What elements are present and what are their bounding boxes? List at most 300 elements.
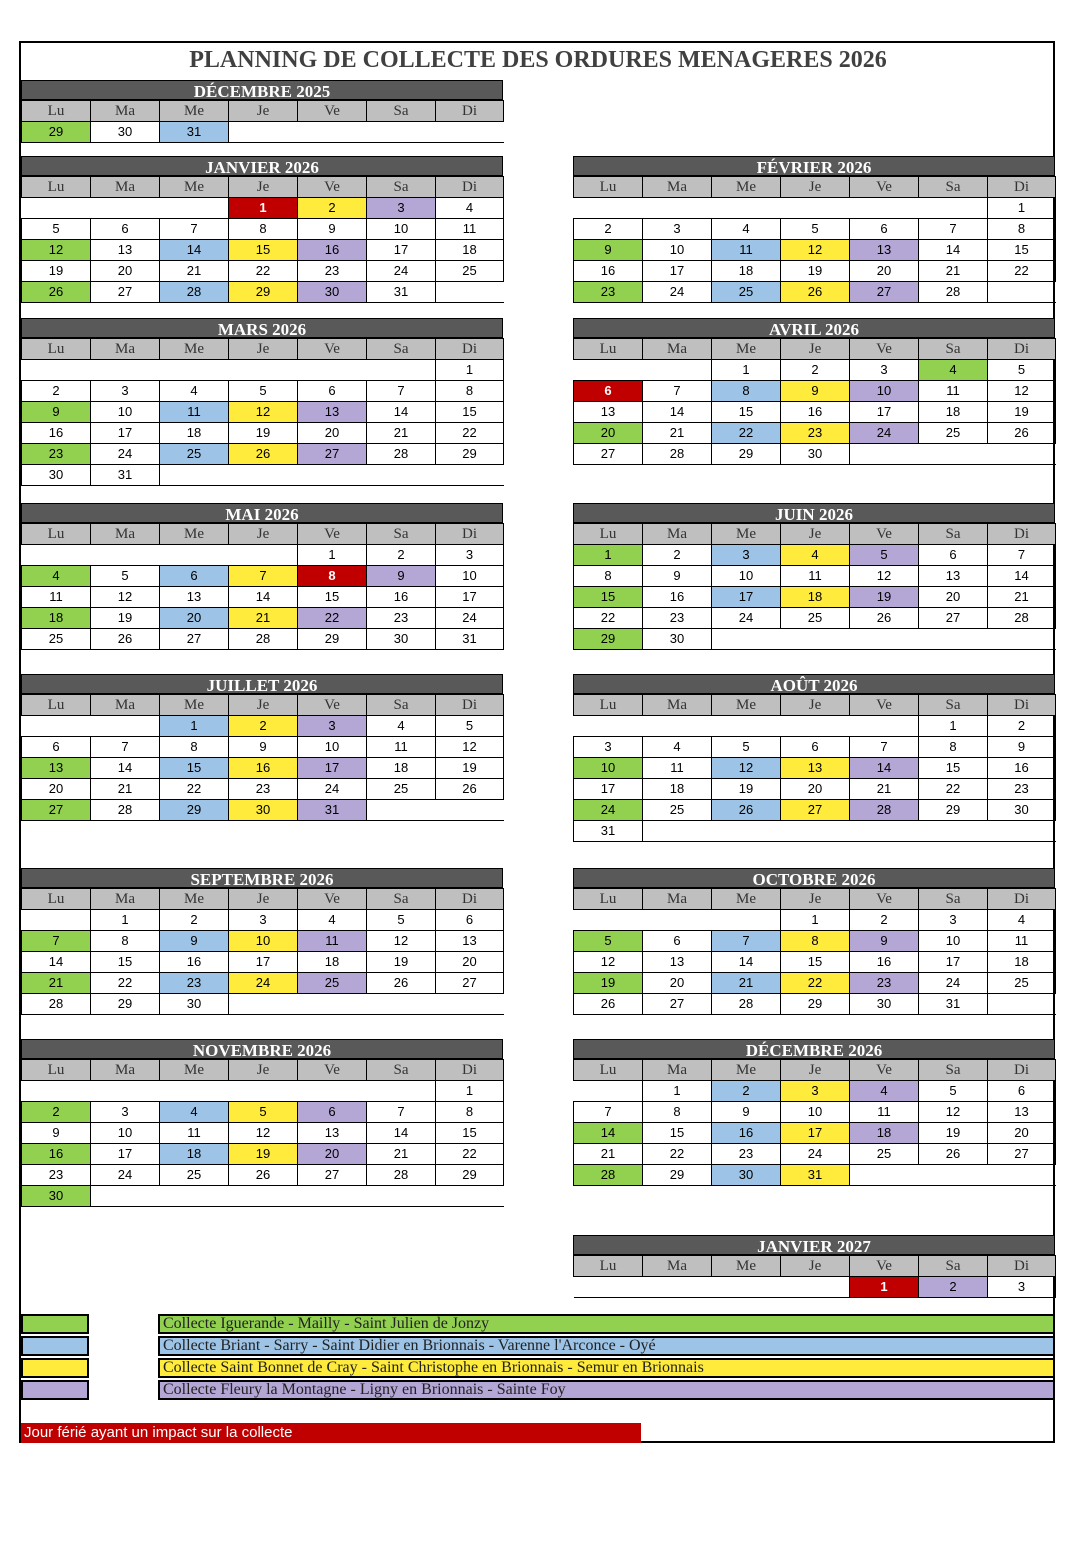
day-cell: 16 <box>367 587 436 608</box>
day-cell: 22 <box>988 261 1056 282</box>
empty-cell <box>781 629 850 650</box>
day-cell: 13 <box>919 566 988 587</box>
day-cell: 13 <box>22 758 91 779</box>
day-cell: 25 <box>988 973 1056 994</box>
day-cell: 8 <box>91 931 160 952</box>
day-cell: 21 <box>643 423 712 444</box>
day-cell: 12 <box>436 737 504 758</box>
day-cell: 19 <box>712 779 781 800</box>
day-cell: 19 <box>988 402 1056 423</box>
day-header: Di <box>436 101 504 122</box>
week-row <box>574 198 1056 219</box>
empty-cell <box>91 1186 160 1207</box>
day-cell: 31 <box>919 994 988 1015</box>
legend-label: Collecte Fleury la Montagne - Ligny en Brionnais - Sainte Foy <box>158 1380 1055 1400</box>
empty-cell <box>298 122 367 143</box>
day-cell: 25 <box>160 444 229 465</box>
empty-cell <box>574 1081 643 1102</box>
day-cell: 12 <box>850 566 919 587</box>
day-cell: 17 <box>643 261 712 282</box>
empty-cell <box>643 360 712 381</box>
empty-cell <box>229 122 298 143</box>
day-cell: 15 <box>160 758 229 779</box>
day-header: Ma <box>643 889 712 910</box>
day-cell: 31 <box>298 800 367 821</box>
day-cell: 15 <box>712 402 781 423</box>
day-header: Ve <box>850 889 919 910</box>
day-cell: 20 <box>436 952 504 973</box>
day-header: Ma <box>643 1060 712 1081</box>
month-grid <box>573 176 1056 303</box>
day-header: Me <box>160 1060 229 1081</box>
day-cell: 24 <box>712 608 781 629</box>
day-cell: 23 <box>22 444 91 465</box>
day-header: Ve <box>850 524 919 545</box>
day-cell: 28 <box>850 800 919 821</box>
week-row <box>574 737 1056 758</box>
day-header: Me <box>160 101 229 122</box>
day-cell: 28 <box>574 1165 643 1186</box>
month-title: FÉVRIER 2026 <box>573 156 1055 176</box>
day-header: Lu <box>574 1060 643 1081</box>
day-header: Sa <box>919 889 988 910</box>
week-row <box>22 122 504 143</box>
empty-cell <box>919 1165 988 1186</box>
empty-cell <box>574 910 643 931</box>
day-cell: 13 <box>298 402 367 423</box>
day-cell: 3 <box>712 545 781 566</box>
day-cell: 25 <box>436 261 504 282</box>
empty-cell <box>574 360 643 381</box>
day-cell: 22 <box>919 779 988 800</box>
day-cell: 25 <box>298 973 367 994</box>
day-header: Ve <box>298 339 367 360</box>
month-title: MARS 2026 <box>21 318 503 338</box>
week-row <box>574 910 1056 931</box>
day-cell: 29 <box>781 994 850 1015</box>
day-cell: 4 <box>781 545 850 566</box>
day-cell: 4 <box>712 219 781 240</box>
day-cell: 1 <box>850 1277 919 1298</box>
day-header: Di <box>988 1060 1056 1081</box>
day-header: Lu <box>574 339 643 360</box>
week-row <box>574 1144 1056 1165</box>
day-cell: 28 <box>229 629 298 650</box>
day-cell: 22 <box>712 423 781 444</box>
day-cell: 30 <box>160 994 229 1015</box>
day-cell: 24 <box>91 444 160 465</box>
day-cell: 1 <box>574 545 643 566</box>
day-cell: 4 <box>919 360 988 381</box>
day-cell: 20 <box>91 261 160 282</box>
week-row <box>574 587 1056 608</box>
day-cell: 16 <box>781 402 850 423</box>
day-cell: 31 <box>436 629 504 650</box>
empty-cell <box>643 716 712 737</box>
day-cell: 30 <box>229 800 298 821</box>
empty-cell <box>160 198 229 219</box>
day-cell: 2 <box>988 716 1056 737</box>
month-block <box>573 1235 1056 1298</box>
week-row <box>22 994 504 1015</box>
empty-cell <box>781 1277 850 1298</box>
day-cell: 24 <box>298 779 367 800</box>
day-header: Sa <box>919 524 988 545</box>
day-cell: 6 <box>436 910 504 931</box>
day-cell: 29 <box>91 994 160 1015</box>
day-cell: 23 <box>298 261 367 282</box>
day-header: Ve <box>298 889 367 910</box>
day-cell: 30 <box>643 629 712 650</box>
week-row <box>22 240 504 261</box>
empty-cell <box>919 198 988 219</box>
day-header: Je <box>781 695 850 716</box>
legend-label: Collecte Briant - Sarry - Saint Didier en Brionnais - Varenne l'Arconce - Oyé <box>158 1336 1055 1356</box>
day-cell: 2 <box>160 910 229 931</box>
day-cell: 4 <box>22 566 91 587</box>
day-cell: 6 <box>919 545 988 566</box>
day-cell: 15 <box>229 240 298 261</box>
day-header: Lu <box>574 524 643 545</box>
day-cell: 16 <box>22 423 91 444</box>
day-cell: 25 <box>712 282 781 303</box>
day-cell: 8 <box>298 566 367 587</box>
empty-cell <box>367 465 436 486</box>
day-header: Di <box>436 695 504 716</box>
empty-cell <box>781 821 850 842</box>
day-cell: 28 <box>22 994 91 1015</box>
empty-cell <box>22 360 91 381</box>
week-row <box>22 360 504 381</box>
day-cell: 31 <box>574 821 643 842</box>
week-row <box>574 931 1056 952</box>
empty-cell <box>988 444 1056 465</box>
day-cell: 11 <box>919 381 988 402</box>
week-row <box>22 566 504 587</box>
day-cell: 19 <box>22 261 91 282</box>
day-cell: 20 <box>298 423 367 444</box>
day-cell: 18 <box>850 1123 919 1144</box>
week-row <box>574 545 1056 566</box>
day-cell: 17 <box>712 587 781 608</box>
month-title: OCTOBRE 2026 <box>573 868 1055 888</box>
day-cell: 30 <box>91 122 160 143</box>
day-cell: 21 <box>850 779 919 800</box>
day-cell: 6 <box>643 931 712 952</box>
day-cell: 4 <box>367 716 436 737</box>
week-row <box>22 423 504 444</box>
month-block <box>21 156 504 303</box>
month-title: MAI 2026 <box>21 503 503 523</box>
day-cell: 26 <box>436 779 504 800</box>
day-cell: 4 <box>436 198 504 219</box>
day-cell: 2 <box>298 198 367 219</box>
day-header: Je <box>229 1060 298 1081</box>
day-cell: 5 <box>22 219 91 240</box>
day-cell: 17 <box>298 758 367 779</box>
day-cell: 29 <box>643 1165 712 1186</box>
day-cell: 28 <box>91 800 160 821</box>
day-header: Me <box>712 1256 781 1277</box>
month-block <box>573 674 1056 842</box>
day-cell: 24 <box>850 423 919 444</box>
empty-cell <box>229 360 298 381</box>
day-cell: 26 <box>91 629 160 650</box>
legend-swatch <box>21 1380 89 1400</box>
day-cell: 5 <box>919 1081 988 1102</box>
day-cell: 6 <box>22 737 91 758</box>
day-cell: 18 <box>919 402 988 423</box>
day-cell: 20 <box>643 973 712 994</box>
week-row <box>22 1102 504 1123</box>
day-cell: 13 <box>850 240 919 261</box>
day-cell: 4 <box>298 910 367 931</box>
empty-cell <box>367 800 436 821</box>
week-row <box>22 800 504 821</box>
day-cell: 8 <box>712 381 781 402</box>
day-header: Lu <box>22 889 91 910</box>
empty-cell <box>712 716 781 737</box>
day-cell: 21 <box>229 608 298 629</box>
day-cell: 18 <box>160 423 229 444</box>
day-cell: 10 <box>919 931 988 952</box>
week-row <box>574 360 1056 381</box>
day-cell: 7 <box>229 566 298 587</box>
day-cell: 19 <box>919 1123 988 1144</box>
day-cell: 21 <box>988 587 1056 608</box>
day-cell: 3 <box>850 360 919 381</box>
day-cell: 29 <box>298 629 367 650</box>
day-header: Ma <box>643 524 712 545</box>
week-row <box>574 261 1056 282</box>
empty-cell <box>22 716 91 737</box>
day-cell: 2 <box>781 360 850 381</box>
day-header: Di <box>436 1060 504 1081</box>
day-header: Je <box>229 524 298 545</box>
day-cell: 27 <box>919 608 988 629</box>
day-cell: 8 <box>919 737 988 758</box>
day-cell: 26 <box>229 1165 298 1186</box>
day-header: Me <box>712 339 781 360</box>
empty-cell <box>436 122 504 143</box>
day-header: Di <box>988 177 1056 198</box>
day-cell: 26 <box>850 608 919 629</box>
month-title: SEPTEMBRE 2026 <box>21 868 503 888</box>
day-cell: 1 <box>643 1081 712 1102</box>
day-cell: 28 <box>160 282 229 303</box>
week-row <box>22 1186 504 1207</box>
month-grid <box>573 1255 1056 1298</box>
day-header: Ma <box>91 177 160 198</box>
day-header: Me <box>712 889 781 910</box>
day-cell: 19 <box>850 587 919 608</box>
day-cell: 9 <box>643 566 712 587</box>
day-cell: 25 <box>781 608 850 629</box>
day-cell: 14 <box>229 587 298 608</box>
day-cell: 10 <box>574 758 643 779</box>
day-header: Ma <box>91 524 160 545</box>
day-header: Di <box>988 1256 1056 1277</box>
empty-cell <box>436 994 504 1015</box>
day-cell: 1 <box>160 716 229 737</box>
day-cell: 3 <box>298 716 367 737</box>
day-cell: 4 <box>160 381 229 402</box>
empty-cell <box>781 716 850 737</box>
week-row <box>574 716 1056 737</box>
day-header: Sa <box>367 177 436 198</box>
ferie-legend: Jour férié ayant un impact sur la collecte <box>21 1423 641 1443</box>
day-cell: 27 <box>988 1144 1056 1165</box>
day-cell: 26 <box>367 973 436 994</box>
month-block <box>21 80 504 143</box>
empty-cell <box>22 545 91 566</box>
day-cell: 23 <box>850 973 919 994</box>
day-cell: 15 <box>436 402 504 423</box>
week-row <box>22 973 504 994</box>
day-cell: 30 <box>850 994 919 1015</box>
day-cell: 17 <box>229 952 298 973</box>
day-cell: 18 <box>298 952 367 973</box>
day-cell: 9 <box>781 381 850 402</box>
legend-swatch <box>21 1358 89 1378</box>
day-cell: 5 <box>367 910 436 931</box>
week-row <box>574 952 1056 973</box>
day-cell: 19 <box>574 973 643 994</box>
empty-cell <box>712 821 781 842</box>
day-cell: 29 <box>160 800 229 821</box>
empty-cell <box>781 198 850 219</box>
day-header: Ma <box>91 101 160 122</box>
day-cell: 9 <box>22 402 91 423</box>
day-cell: 8 <box>781 931 850 952</box>
day-cell: 2 <box>712 1081 781 1102</box>
day-cell: 18 <box>988 952 1056 973</box>
day-cell: 21 <box>367 423 436 444</box>
week-row <box>574 1081 1056 1102</box>
day-cell: 13 <box>781 758 850 779</box>
day-cell: 10 <box>850 381 919 402</box>
day-cell: 15 <box>436 1123 504 1144</box>
day-cell: 5 <box>91 566 160 587</box>
day-cell: 3 <box>91 1102 160 1123</box>
day-cell: 12 <box>229 402 298 423</box>
day-cell: 20 <box>160 608 229 629</box>
day-cell: 9 <box>22 1123 91 1144</box>
day-header: Di <box>436 339 504 360</box>
day-cell: 29 <box>22 122 91 143</box>
day-header: Me <box>712 1060 781 1081</box>
day-cell: 20 <box>988 1123 1056 1144</box>
empty-cell <box>712 629 781 650</box>
day-cell: 9 <box>160 931 229 952</box>
day-cell: 18 <box>22 608 91 629</box>
day-header: Lu <box>22 339 91 360</box>
month-title: JANVIER 2026 <box>21 156 503 176</box>
day-cell: 25 <box>160 1165 229 1186</box>
day-cell: 6 <box>988 1081 1056 1102</box>
day-header: Me <box>712 695 781 716</box>
empty-cell <box>91 360 160 381</box>
day-cell: 8 <box>988 219 1056 240</box>
day-cell: 25 <box>643 800 712 821</box>
day-cell: 27 <box>850 282 919 303</box>
day-cell: 9 <box>367 566 436 587</box>
day-cell: 12 <box>367 931 436 952</box>
day-cell: 5 <box>574 931 643 952</box>
day-header: Ve <box>850 695 919 716</box>
day-cell: 13 <box>643 952 712 973</box>
month-title: JANVIER 2027 <box>573 1235 1055 1255</box>
day-cell: 23 <box>643 608 712 629</box>
day-header: Ve <box>850 339 919 360</box>
day-cell: 14 <box>574 1123 643 1144</box>
empty-cell <box>367 1081 436 1102</box>
empty-cell <box>91 1081 160 1102</box>
week-row <box>574 973 1056 994</box>
empty-cell <box>91 198 160 219</box>
day-header: Je <box>781 889 850 910</box>
day-header: Sa <box>919 177 988 198</box>
day-cell: 31 <box>160 122 229 143</box>
day-cell: 19 <box>229 423 298 444</box>
empty-cell <box>229 994 298 1015</box>
day-header: Di <box>988 524 1056 545</box>
day-cell: 7 <box>22 931 91 952</box>
day-cell: 18 <box>160 1144 229 1165</box>
day-header: Je <box>781 1256 850 1277</box>
week-row <box>22 716 504 737</box>
empty-cell <box>988 1165 1056 1186</box>
day-header: Di <box>436 177 504 198</box>
week-row <box>574 1165 1056 1186</box>
day-cell: 21 <box>574 1144 643 1165</box>
day-cell: 15 <box>781 952 850 973</box>
day-cell: 7 <box>367 381 436 402</box>
day-cell: 6 <box>160 566 229 587</box>
day-cell: 31 <box>91 465 160 486</box>
month-grid <box>573 523 1056 650</box>
day-cell: 14 <box>919 240 988 261</box>
month-title: JUILLET 2026 <box>21 674 503 694</box>
month-grid <box>21 523 504 650</box>
day-header: Di <box>988 695 1056 716</box>
day-cell: 20 <box>919 587 988 608</box>
week-row <box>574 629 1056 650</box>
day-cell: 27 <box>643 994 712 1015</box>
day-cell: 22 <box>574 608 643 629</box>
day-cell: 3 <box>436 545 504 566</box>
day-cell: 8 <box>160 737 229 758</box>
empty-cell <box>367 1186 436 1207</box>
empty-cell <box>988 282 1056 303</box>
week-row <box>22 779 504 800</box>
day-cell: 25 <box>850 1144 919 1165</box>
day-cell: 14 <box>22 952 91 973</box>
day-cell: 11 <box>781 566 850 587</box>
empty-cell <box>712 910 781 931</box>
day-cell: 14 <box>850 758 919 779</box>
week-row <box>22 402 504 423</box>
day-cell: 27 <box>298 444 367 465</box>
day-cell: 11 <box>160 1123 229 1144</box>
day-cell: 27 <box>160 629 229 650</box>
day-cell: 26 <box>229 444 298 465</box>
day-cell: 22 <box>643 1144 712 1165</box>
month-block <box>21 318 504 486</box>
day-cell: 24 <box>367 261 436 282</box>
week-row <box>574 1102 1056 1123</box>
day-cell: 13 <box>298 1123 367 1144</box>
